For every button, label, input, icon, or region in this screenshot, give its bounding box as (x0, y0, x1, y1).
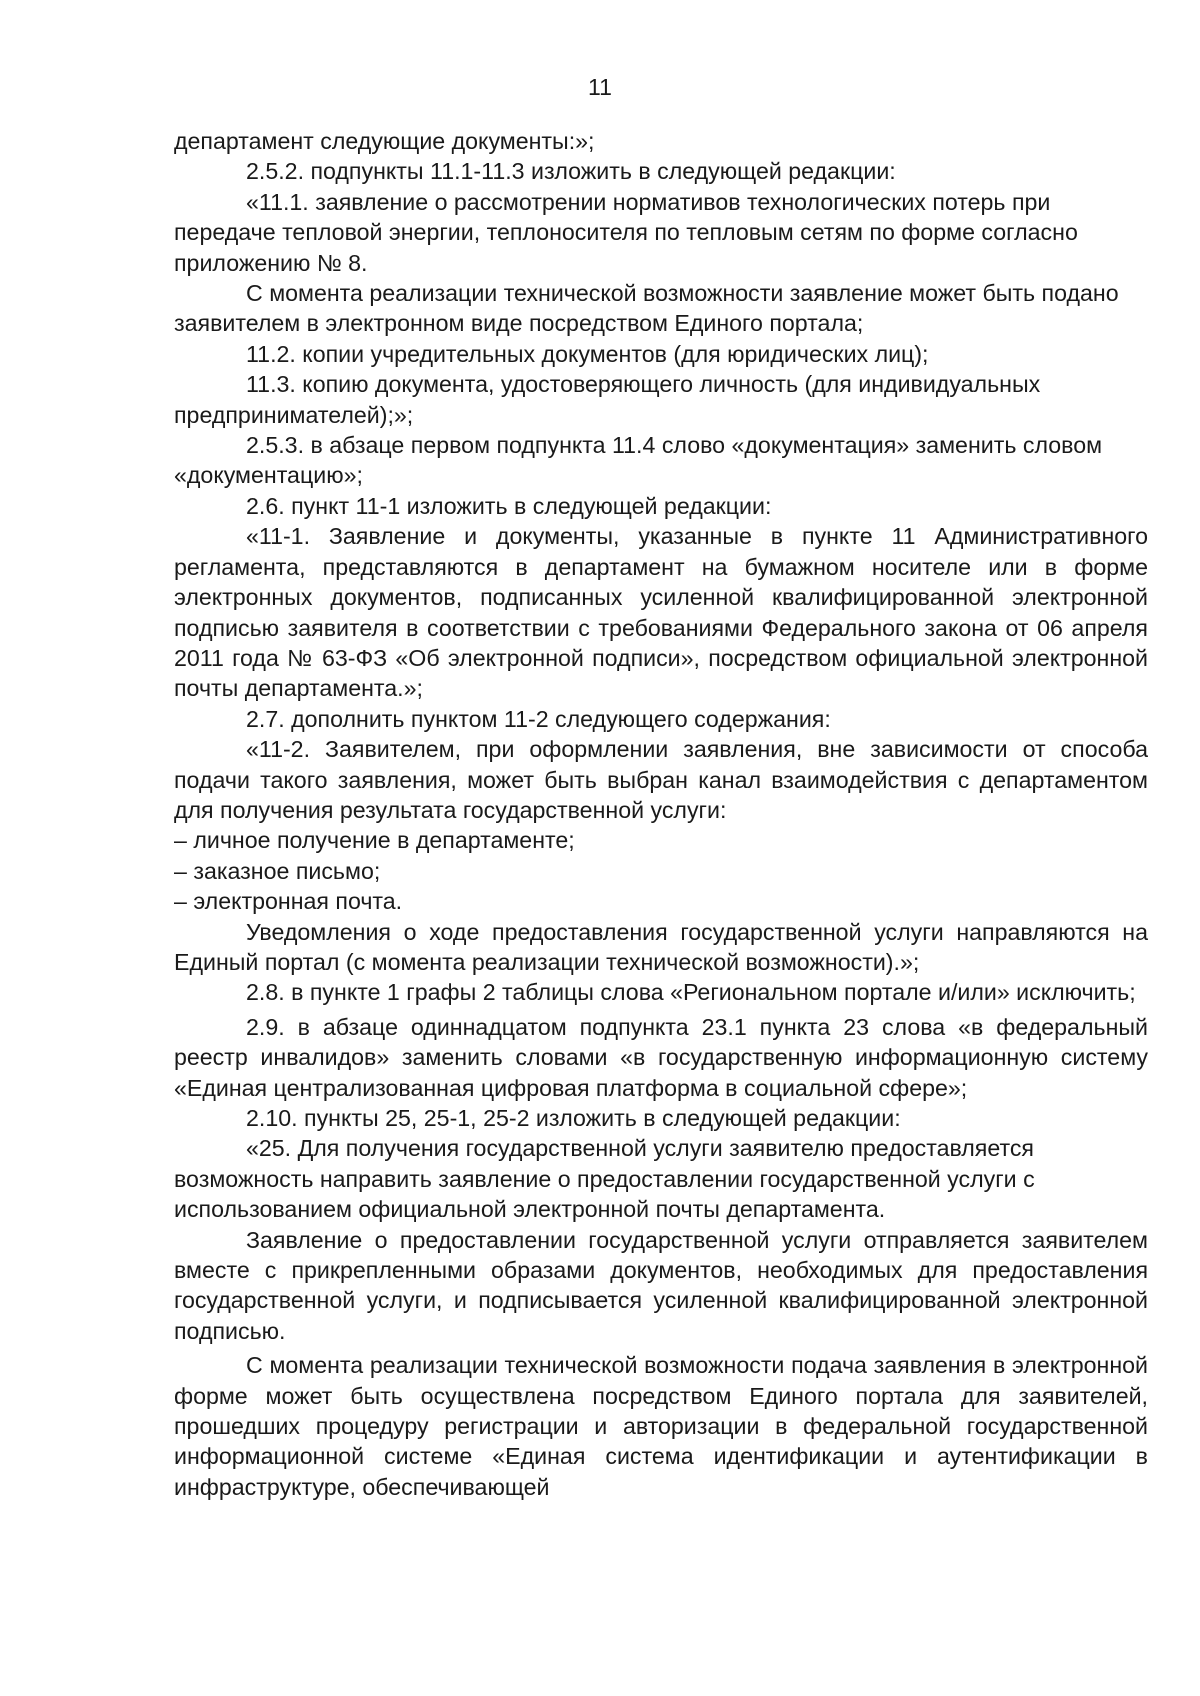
paragraph-signature: Заявление о предоставлении государственной услуги отправляется заявителем вместе с прикрепленными образами документов, необходимых для предоставления государственной услуги, и подписывается усиленной квалифицированной электронной подписью. (174, 1226, 1148, 1344)
paragraph-notifications: Уведомления о ходе предоставления государственной услуги направляются на Единый портал (с момента реализации технической возможности).»; (174, 918, 1148, 975)
paragraph-2-9: 2.9. в абзаце одиннадцатом подпункта 23.1 пункта 23 слова «в федеральный реестр инвалидов» заменить словами «в государственную информационную систему «Единая централизованная цифровая платформа в социальной сфере»; (174, 1013, 1148, 1101)
paragraph-2-5-2: 2.5.2. подпункты 11.1-11.3 изложить в следующей редакции: (246, 158, 896, 185)
list-item: – личное получение в департаменте; (174, 827, 575, 854)
page-number: 11 (588, 74, 612, 100)
paragraph-25: «25. Для получения государственной услуги заявителю предоставляется возможность направить заявление о предоставлении государственной услуги с использованием официальной электронной почты департамента. (174, 1135, 1035, 1223)
list-item: – заказное письмо; (174, 857, 381, 884)
paragraph-11-1: «11.1. заявление о рассмотрении нормативов технологических потерь при передаче тепловой энергии, теплоносителя по тепловым сетям по форме согласно приложению № 8. (174, 188, 1078, 276)
paragraph-2-10: 2.10. пункты 25, 25-1, 25-2 изложить в следующей редакции: (246, 1105, 901, 1131)
paragraph-11-2-text: «11-2. Заявителем, при оформлении заявления, вне зависимости от способа подачи такого заявления, может быть выбран канал взаимодействия с департаментом для получения результата государственной услуги: (174, 736, 1148, 823)
paragraph-11-3: 11.3. копию документа, удостоверяющего личность (для индивидуальных предпринимателей);»; (174, 371, 1041, 428)
paragraph-continuation: департамент следующие документы:»; (174, 128, 595, 154)
list-item: – электронная почта. (174, 888, 403, 915)
paragraph-11-1-text: «11-1. Заявление и документы, указанные в пункте 11 Административного регламента, представляются в департамент на бумажном носителе или в форме электронных документов, подписанных усиленной квалифицированной электронной подписью заявителя в соответствии с требованиями Федерального закона от 06 апреля 2011 года № 63-ФЗ «Об электронной подписи», посредством официальной электронной почты департамента.»; (174, 523, 1148, 702)
paragraph-portal-submission: С момента реализации технической возможности подача заявления в электронной форме может быть осуществлена посредством Единого портала для заявителей, прошедших процедуру регистрации и авторизации в федеральной государственной информационной системе «Единая система идентификации и аутентификации в инфраструктуре, обеспечивающей (174, 1352, 1148, 1500)
paragraph-2-5-3: 2.5.3. в абзаце первом подпункта 11.4 слово «документация» заменить словом «документацию»; (174, 432, 1103, 489)
paragraph-11-2: 11.2. копии учредительных документов (для юридических лиц); (246, 340, 929, 367)
paragraph-2-6: 2.6. пункт 11-1 изложить в следующей редакции: (246, 492, 772, 519)
paragraph-electronic-submission: С момента реализации технической возможности заявление может быть подано заявителем в электронном виде посредством Единого портала; (174, 280, 1119, 337)
document-body (174, 126, 1148, 1502)
paragraph-2-8: 2.8. в пункте 1 графы 2 таблицы слова «Региональном портале и/или» исключить; (246, 979, 1136, 1006)
paragraph-2-7: 2.7. дополнить пунктом 11-2 следующего содержания: (246, 705, 831, 732)
